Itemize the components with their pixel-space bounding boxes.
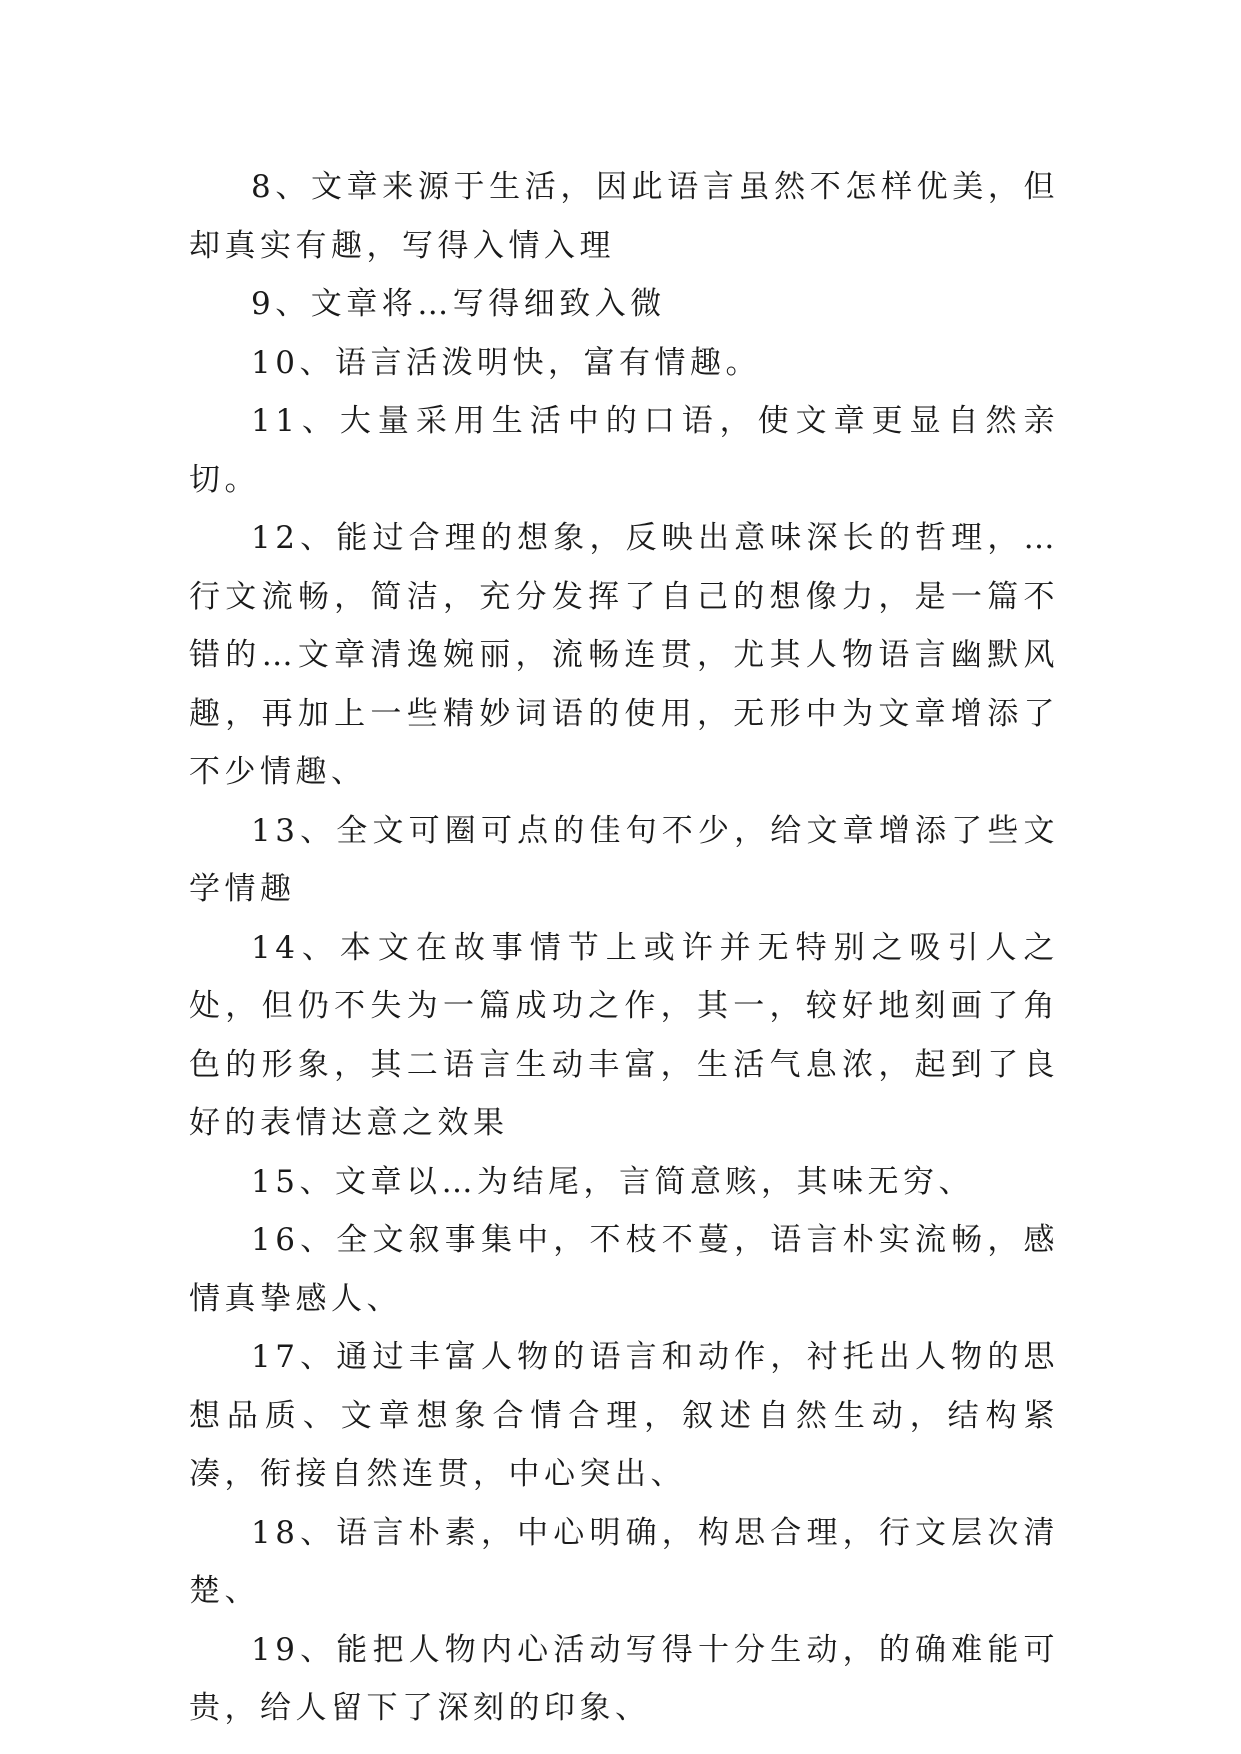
paragraph-18: 18、语言朴素，中心明确，构思合理，行文层次清楚、	[189, 1514, 1059, 1609]
paragraph-11: 11、大量采用生活中的口语，使文章更显自然亲切。	[189, 403, 1059, 498]
paragraph-14: 14、本文在故事情节上或许并无特别之吸引人之处，但仍不失为一篇成功之作，其一，较好地刻画了角色的形象，其二语言生动丰富，生活气息浓，起到了良好的表情达意之效果	[189, 929, 1059, 1141]
paragraph-10: 10、语言活泼明快，富有情趣。	[251, 344, 761, 381]
paragraph-15: 15、文章以…为结尾，言简意赅，其味无穷、	[251, 1163, 974, 1200]
paragraph-16: 16、全文叙事集中，不枝不蔓，语言朴实流畅，感情真挚感人、	[189, 1222, 1059, 1317]
paragraph-9: 9、文章将…写得细致入微	[251, 286, 666, 322]
paragraph-13: 13、全文可圈可点的佳句不少，给文章增添了些文学情趣	[189, 812, 1059, 907]
document-body	[189, 158, 1059, 1738]
paragraph-8: 8、文章来源于生活，因此语言虽然不怎样优美，但却真实有趣，写得入情入理	[189, 169, 1059, 264]
paragraph-17: 17、通过丰富人物的语言和动作，衬托出人物的思想品质、文章想象合情合理，叙述自然生动，结构紧凑，衔接自然连贯，中心突出、	[189, 1339, 1059, 1492]
paragraph-12: 12、能过合理的想象，反映出意味深长的哲理，…行文流畅，简洁，充分发挥了自己的想像力，是一篇不错的…文章清逸婉丽，流畅连贯，尤其人物语言幽默风趣，再加上一些精妙词语的使用，无形中为文章增添了不少情趣、	[189, 520, 1059, 790]
paragraph-19: 19、能把人物内心活动写得十分生动，的确难能可贵，给人留下了深刻的印象、	[189, 1631, 1059, 1726]
